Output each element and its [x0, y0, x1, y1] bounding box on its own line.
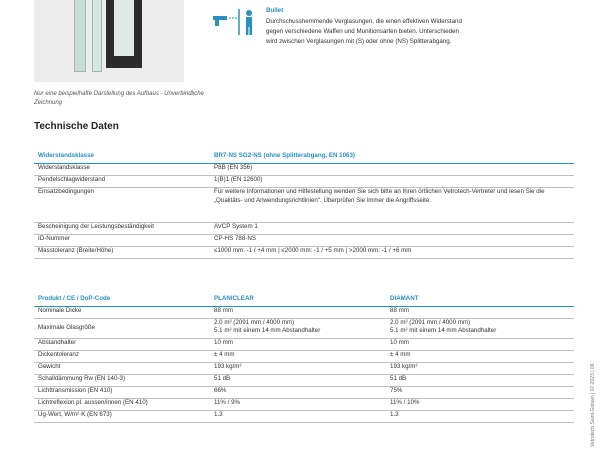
row-value: ± 4 mm — [386, 351, 574, 363]
row-label: Masstoleranz (Breite/Höhe) — [34, 247, 210, 259]
table-row — [34, 176, 574, 188]
resistance-table — [34, 152, 574, 259]
row-value: 11% / 10% — [386, 399, 574, 411]
row-label: Nominale Dicke — [34, 307, 210, 319]
row-label: Ug-Wert, W/m²·K (EN 673) — [34, 411, 210, 423]
row-value: 11% / 9% — [210, 399, 386, 411]
table-row — [34, 188, 574, 223]
row-label: ID-Nummer — [34, 235, 210, 247]
row-value: 10 mm — [210, 339, 386, 351]
table-row — [34, 235, 574, 247]
bullet-title: Bullet — [266, 7, 284, 14]
row-label: Lichttransmission (EN 410) — [34, 387, 210, 399]
table-header-row — [34, 152, 574, 164]
product-cross-section-image — [34, 0, 184, 82]
row-value: ≤1000 mm: -1 / +4 mm | ≤2000 mm: -1 / +5 mm | >2000 mm: -1 / +6 mm — [210, 247, 574, 259]
row-label: Gewicht — [34, 363, 210, 375]
table-row — [34, 319, 574, 339]
row-value: AVCP System 1 — [210, 223, 574, 235]
glass-pane — [92, 0, 102, 72]
row-value: Für weitere Informationen und Hilfestellung wenden Sie sich bitte an Ihren örtlichen Vetrotech-Vertreter und lesen Sie die „Qualitäts- und Anwendungsrichtlinien". Überprüfen Sie immer die Angriffsseite. — [210, 188, 574, 223]
section-title: Technische Daten — [34, 121, 119, 132]
row-value: 1.3 — [210, 411, 386, 423]
row-value: 51 dB — [210, 375, 386, 387]
table-row — [34, 363, 574, 375]
row-value: 88 mm — [386, 307, 574, 319]
row-label: Pendelschlagwiderstand — [34, 176, 210, 188]
header-cell: PLANICLEAR — [210, 295, 386, 307]
side-footer-text: Vetrotech Saint-Gobain | 07.2023 | 06 — [590, 363, 596, 447]
row-value: 75% — [386, 387, 574, 399]
row-value: 10 mm — [386, 339, 574, 351]
row-value: 193 kg/m² — [386, 363, 574, 375]
row-value: P8B (EN 356) — [210, 164, 574, 176]
table-row — [34, 164, 574, 176]
product-table — [34, 295, 574, 423]
row-value: 1(B)1 (EN 12600) — [210, 176, 574, 188]
table-row — [34, 339, 574, 351]
table-row — [34, 247, 574, 259]
header-cell: Widerstandsklasse — [34, 152, 210, 164]
row-label: Einsatzbedingungen — [34, 188, 210, 223]
row-label: Maximale Glasgröße — [34, 319, 210, 339]
glass-pane — [74, 0, 86, 72]
row-label: Abstandhalter — [34, 339, 210, 351]
header-cell: DIAMANT — [386, 295, 574, 307]
table-row — [34, 387, 574, 399]
row-value: CP-HS 788-NS — [210, 235, 574, 247]
row-label: Widerstandsklasse — [34, 164, 210, 176]
table-row — [34, 375, 574, 387]
row-value: 2.0 m² (2091 mm / 4000 mm) 5.1 m² mit einem 14 mm Abstandhalter — [386, 319, 574, 339]
row-value: 66% — [210, 387, 386, 399]
frame-inner-glass — [114, 0, 134, 56]
table-row — [34, 411, 574, 423]
table-row — [34, 223, 574, 235]
row-label: Schalldämmung Rw (EN 140-3) — [34, 375, 210, 387]
row-label: Dickentoleranz — [34, 351, 210, 363]
table-row — [34, 399, 574, 411]
table-header-row — [34, 295, 574, 307]
row-label: Lichtreflexion pl. aussen/innen (EN 410) — [34, 399, 210, 411]
header-cell: Produkt / CE / DoP-Code — [34, 295, 210, 307]
row-value: 88 mm — [210, 307, 386, 319]
row-value: 51 dB — [386, 375, 574, 387]
bullet-description: Durchschusshemmende Verglasungen, die einen effektiven Widerstand gegen verschiedene Waffen und Munitionsarten bieten. Unterschieden wird zwischen Verglasungen mit (S) oder ohne (NS) Splitterabgang. — [266, 18, 462, 45]
row-label: Bescheinigung der Leistungsbeständigkeit — [34, 223, 210, 235]
row-value: 193 kg/m² — [210, 363, 386, 375]
header-cell: BR7-NS SG2-NS (ohne Splitterabgang, EN 1063) — [210, 152, 574, 164]
row-value: 2.0 m² (2091 mm / 4000 mm) 5.1 m² mit einem 14 mm Abstandhalter — [210, 319, 386, 339]
gun-target-icon — [212, 7, 258, 37]
table-row — [34, 307, 574, 319]
row-value: 1.3 — [386, 411, 574, 423]
row-value: ± 4 mm — [210, 351, 386, 363]
image-caption: Nur eine beispielhafte Darstellung des Aufbaus - Unverbindliche Zeichnung — [34, 91, 204, 106]
table-row — [34, 351, 574, 363]
